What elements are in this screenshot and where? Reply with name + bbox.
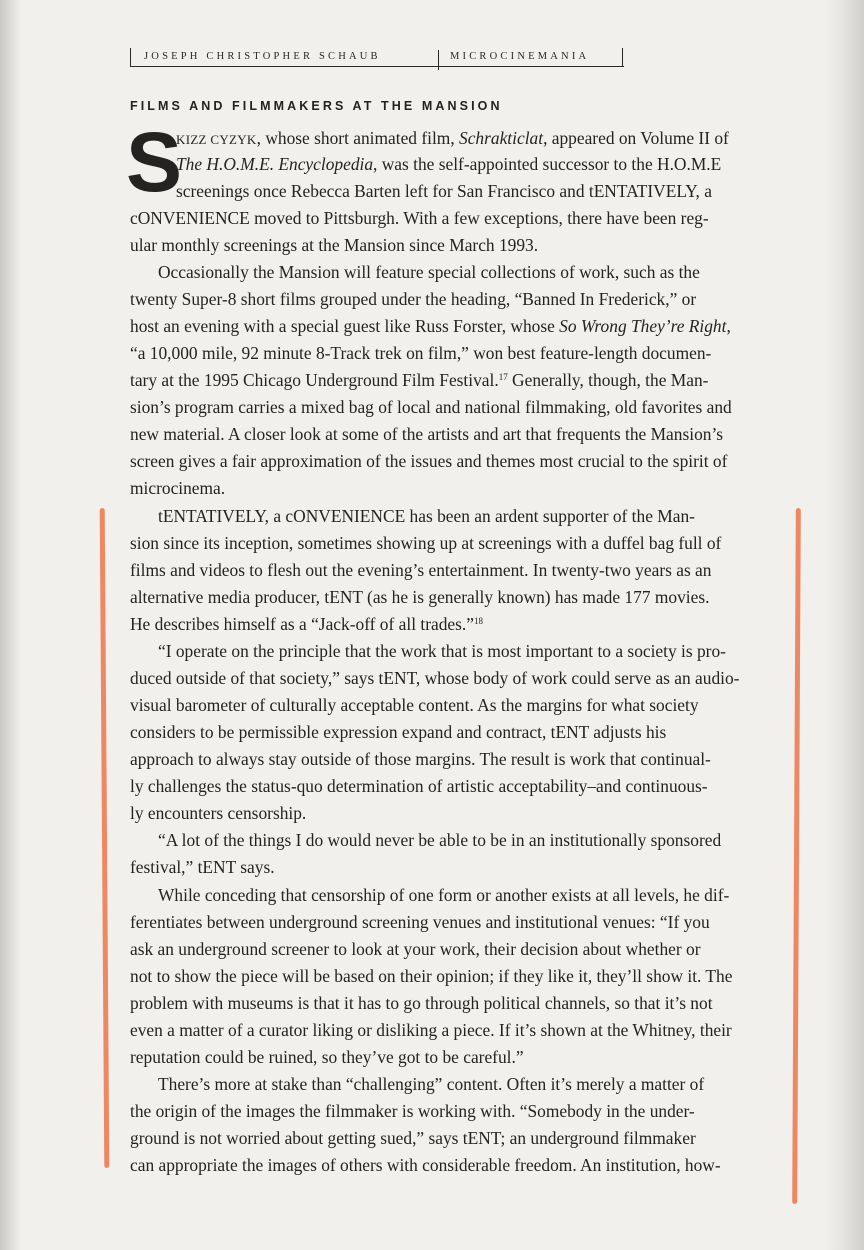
text-line	[130, 587, 709, 608]
text-run: ferentiates between underground screening venues and institutional venues: “If you	[130, 912, 710, 932]
text-line	[130, 1020, 732, 1041]
footnote-marker: 17	[498, 372, 508, 382]
text-line	[130, 370, 708, 391]
text-line	[130, 397, 732, 418]
text-line	[130, 533, 721, 554]
text-line	[130, 235, 538, 256]
text-line	[176, 154, 721, 175]
text-run: While conceding that censorship of one form or another exists at all levels, he dif-	[158, 885, 730, 905]
text-run: tENTATIVELY, a cONVENIENCE has been an ardent supporter of the Man-	[158, 506, 695, 526]
text-line	[130, 722, 666, 743]
text-run: He describes himself as a “Jack-off of all trades.”	[130, 614, 474, 634]
text-run: microcinema.	[130, 478, 226, 498]
text-line	[130, 208, 709, 229]
text-run: , whose short animated film,	[256, 128, 460, 148]
text-line	[158, 885, 729, 906]
running-head	[130, 46, 624, 70]
text-line	[130, 993, 713, 1014]
text-run: ask an underground screener to look at your work, their decision about whether or	[130, 939, 701, 959]
text-run: alternative media producer, tENT (as he is generally known) has made 177 movies.	[130, 587, 710, 607]
running-head-rule	[130, 66, 624, 67]
text-run: films and videos to flesh out the evening’s entertainment. In twenty-two years as an	[130, 560, 712, 580]
text-line	[130, 857, 275, 878]
running-head-divider	[622, 48, 623, 66]
text-run: festival,” tENT says.	[130, 857, 275, 877]
text-line	[130, 1128, 696, 1149]
text-run: Occasionally the Mansion will feature special collections of work, such as the	[158, 262, 700, 282]
text-line	[130, 1101, 695, 1122]
text-line	[130, 1155, 721, 1176]
text-run: screen gives a fair approximation of the issues and themes most crucial to the spirit of	[130, 451, 728, 471]
page-edge-shadow-right	[824, 0, 864, 1250]
text-run: host an evening with a special guest like Russ Forster, whose	[130, 316, 560, 336]
text-run: sion since its inception, sometimes showing up at screenings with a duffel bag full of	[130, 533, 722, 553]
text-run: The H.O.M.E. Encyclopedia	[176, 154, 374, 174]
text-run: ular monthly screenings at the Mansion since March 1993.	[130, 235, 539, 255]
text-run: Schrakticlat	[459, 128, 544, 148]
text-run: , appeared on Volume II of	[543, 128, 729, 148]
text-run: cONVENIENCE moved to Pittsburgh. With a few exceptions, there have been reg-	[130, 208, 709, 228]
text-line	[176, 128, 729, 149]
text-line	[158, 262, 700, 283]
text-run: duced outside of that society,” says tENT, whose body of work could serve as an audio-	[130, 668, 740, 688]
running-head-book-title: MICROCINEMANIA	[450, 51, 590, 62]
text-run: KIZZ CYZYK	[176, 132, 257, 147]
section-heading: FILMS AND FILMMAKERS AT THE MANSION	[130, 99, 503, 113]
text-run: So Wrong They’re Right	[559, 316, 727, 336]
text-line	[130, 289, 696, 310]
text-run: new material. A closer look at some of the artists and art that frequents the Mansion’s	[130, 424, 724, 444]
footnote-marker: 18	[473, 616, 483, 626]
text-line	[130, 478, 225, 499]
text-line	[176, 181, 712, 202]
text-run: even a matter of a curator liking or disliking a piece. If it’s shown at the Whitney, their	[130, 1020, 732, 1040]
text-line	[158, 641, 726, 662]
text-run: ground is not worried about getting sued,” says tENT; an underground filmmaker	[130, 1128, 696, 1148]
text-run: visual barometer of culturally acceptable content. As the margins for what society	[130, 695, 699, 715]
text-line	[130, 316, 731, 337]
text-line	[130, 912, 710, 933]
text-run: the origin of the images the filmmaker is working with. “Somebody in the under-	[130, 1101, 695, 1121]
text-run: , was the self-appointed successor to the H.O.M.E	[373, 154, 722, 174]
text-run: ly encounters censorship.	[130, 803, 307, 823]
text-line	[130, 749, 711, 770]
text-run: twenty Super-8 short films grouped under the heading, “Banned In Frederick,” or	[130, 289, 697, 309]
text-run: There’s more at stake than “challenging” content. Often it’s merely a matter of	[158, 1074, 705, 1094]
text-line	[130, 939, 701, 960]
text-run: “a 10,000 mile, 92 minute 8-Track trek on film,” won best feature-length documen-	[130, 343, 712, 363]
text-run: problem with museums is that it has to go through political channels, so that it’s not	[130, 993, 713, 1013]
running-head-author: JOSEPH CHRISTOPHER SCHAUB	[144, 51, 381, 62]
running-head-divider	[130, 48, 131, 66]
text-line	[130, 451, 727, 472]
text-run: approach to always stay outside of those margins. The result is work that continual-	[130, 749, 711, 769]
text-line	[130, 343, 711, 364]
text-line	[158, 1074, 704, 1095]
page-edge-shadow-left	[0, 0, 22, 1250]
text-run: Generally, though, the Man-	[507, 370, 709, 390]
text-run: “I operate on the principle that the work that is most important to a society is pro-	[158, 641, 726, 661]
text-line	[130, 966, 732, 987]
text-line	[130, 614, 483, 635]
text-run: considers to be permissible expression expand and contract, tENT adjusts his	[130, 722, 667, 742]
drop-cap: S	[126, 115, 183, 209]
text-line	[158, 830, 721, 851]
margin-annotation-left	[100, 508, 110, 1168]
text-line	[130, 803, 306, 824]
text-line	[130, 424, 723, 445]
text-line	[130, 560, 711, 581]
text-line	[130, 1047, 524, 1068]
text-run: not to show the piece will be based on their opinion; if they like it, they’ll show it. The	[130, 966, 733, 986]
text-run: “A lot of the things I do would never be able to be in an institutionally sponsored	[158, 830, 722, 850]
text-run: can appropriate the images of others with considerable freedom. An institution, how-	[130, 1155, 721, 1175]
text-line	[130, 695, 699, 716]
text-run: reputation could be ruined, so they’ve got to be careful.”	[130, 1047, 524, 1067]
text-run: screenings once Rebecca Barten left for San Francisco and tENTATIVELY, a	[176, 181, 712, 201]
text-line	[158, 506, 695, 527]
text-run: tary at the 1995 Chicago Underground Film Festival.	[130, 370, 499, 390]
text-line	[130, 668, 739, 689]
text-run: sion’s program carries a mixed bag of local and national filmmaking, old favorites and	[130, 397, 732, 417]
text-run: ,	[726, 316, 731, 336]
text-line	[130, 776, 708, 797]
margin-annotation-right	[792, 508, 801, 1204]
text-run: ly challenges the status-quo determination of artistic acceptability–and continuous-	[130, 776, 708, 796]
